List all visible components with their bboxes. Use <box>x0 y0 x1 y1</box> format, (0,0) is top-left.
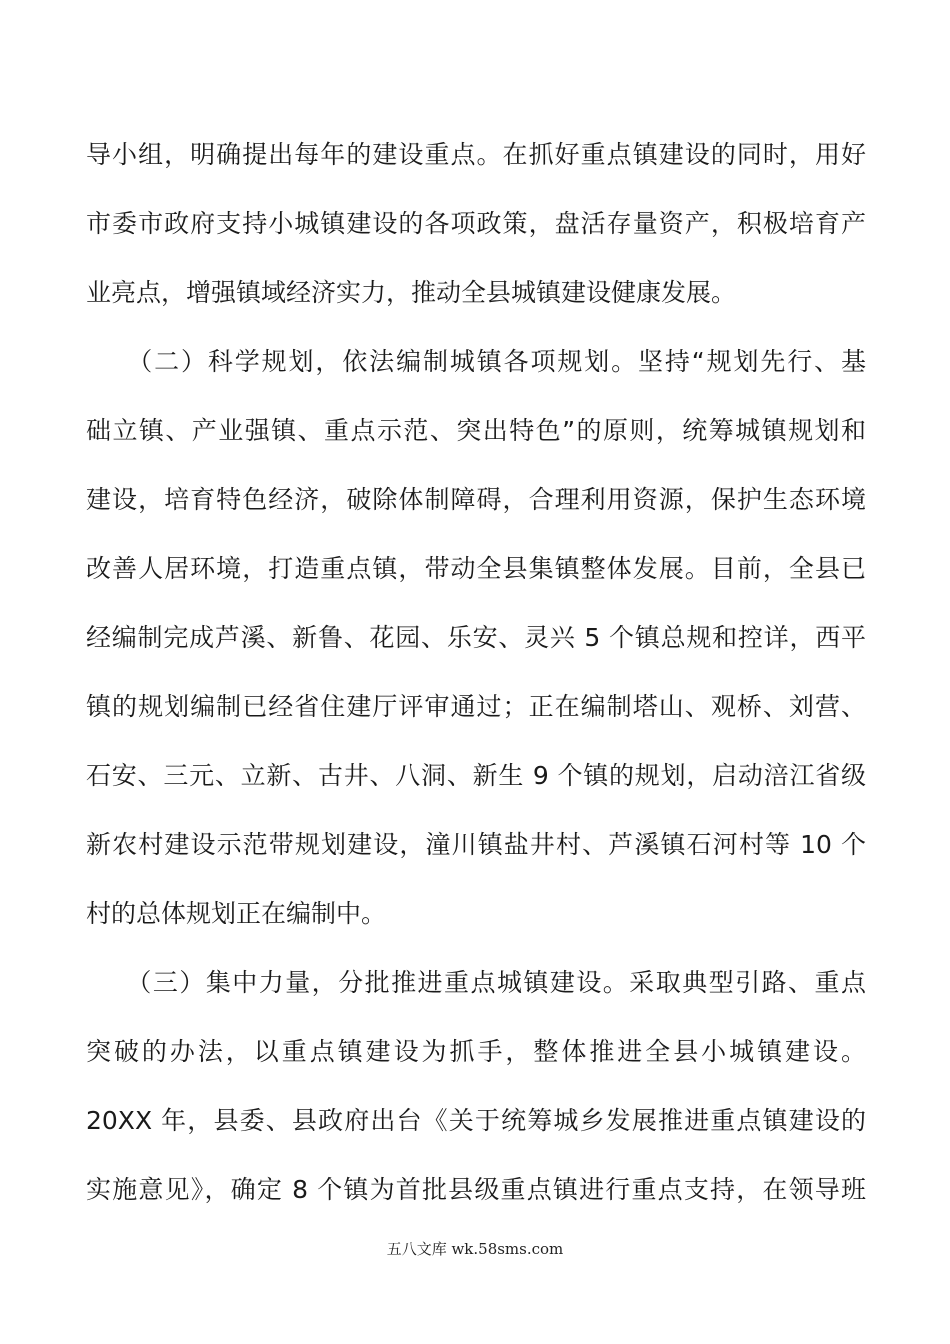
text-line: 实施意见》，确定 8 个镇为首批县级重点镇进行重点支持，在领导班 <box>86 1175 866 1204</box>
text-line: 改善人居环境，打造重点镇，带动全县集镇整体发展。目前，全县已 <box>86 554 866 583</box>
text-line: 石安、三元、立新、古井、八洞、新生 9 个镇的规划，启动涪江省级 <box>86 761 866 790</box>
text-line: 础立镇、产业强镇、重点示范、突出特色”的原则，统筹城镇规划和 <box>86 416 866 445</box>
text-line: 村的总体规划正在编制中。 <box>86 899 387 928</box>
text-line: 市委市政府支持小城镇建设的各项政策，盘活存量资产，积极培育产 <box>86 209 866 238</box>
text-line: 经编制完成芦溪、新鲁、花园、乐安、灵兴 5 个镇总规和控详，西平 <box>86 623 866 652</box>
text-line: （三）集中力量，分批推进重点城镇建设。采取典型引路、重点 <box>86 968 866 997</box>
body-text <box>86 120 866 1224</box>
text-line: 镇的规划编制已经省住建厅评审通过；正在编制塔山、观桥、刘营、 <box>86 692 866 721</box>
text-line: 导小组，明确提出每年的建设重点。在抓好重点镇建设的同时，用好 <box>86 140 866 169</box>
page-footer: 五八文库 wk.58sms.com <box>386 1240 564 1258</box>
text-line: 突破的办法，以重点镇建设为抓手，整体推进全县小城镇建设。 <box>86 1037 866 1066</box>
text-line: 新农村建设示范带规划建设，潼川镇盐井村、芦溪镇石河村等 10 个 <box>86 830 866 859</box>
text-line: 20XX 年，县委、县政府出台《关于统筹城乡发展推进重点镇建设的 <box>86 1106 866 1135</box>
text-line: （二）科学规划，依法编制城镇各项规划。坚持“规划先行、基 <box>86 347 866 376</box>
text-line: 建设，培育特色经济，破除体制障碍，合理利用资源，保护生态环境 <box>86 485 866 514</box>
text-line: 业亮点，增强镇域经济实力，推动全县城镇建设健康发展。 <box>86 278 737 307</box>
